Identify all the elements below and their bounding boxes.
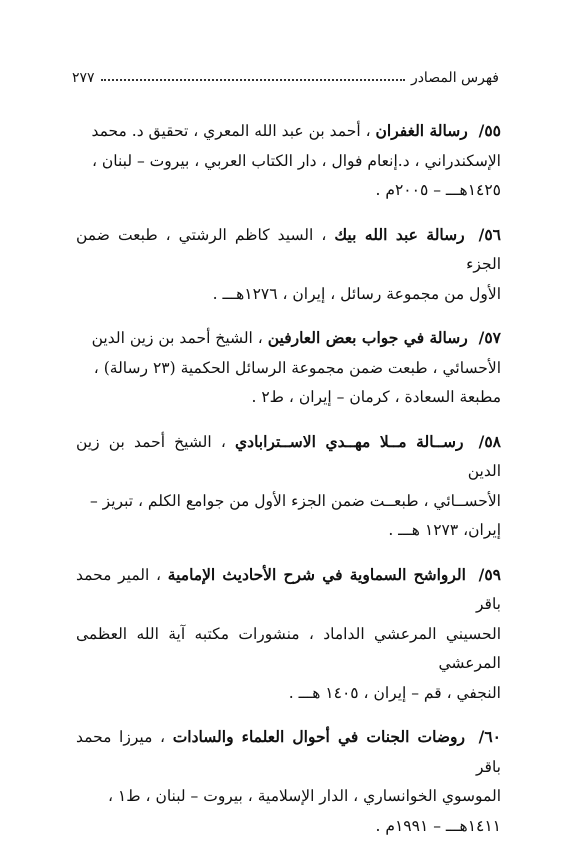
bibliography-entry [76,116,501,206]
entry-line [76,722,501,782]
entry-line [76,323,501,354]
entry-text: ، الشيخ أحمد بن زين الدين [91,329,263,347]
entry-text: ، ميرزا محمد باقر [76,728,501,776]
entry-title: رســالة مــلا مهــدي الاســترابادي [235,431,464,451]
entry-text: ، السيد كاظم الرشتي ، طبعت ضمن الجزء [76,225,501,273]
entry-line [76,560,501,620]
entry-title: رسالة عبد الله بيك [334,224,465,244]
bibliography-entry [76,722,501,841]
page-number: ٢٧٧ [72,70,95,86]
entry-line: الحسيني المرعشي الداماد ، منشورات مكتبه آية الله العظمى المرعشي [76,624,501,672]
header-title: فهرس المصادر [410,70,499,86]
entry-line: الموسوي الخوانساري ، الدار الإسلامية ، بيروت – لبنان ، ط١ ، [107,787,501,805]
entry-line: الإسكندراني ، د.إنعام فوال ، دار الكتاب العربي ، بيروت – لبنان ، [91,151,501,170]
bibliography-entry [76,560,501,709]
entry-title: الرواشح السماوية في شرح الأحاديث الإمامية [167,564,466,584]
entry-line: الأحسائي ، طبعت ضمن مجموعة الرسائل الحكمية (٢٣ رسالة) ، [93,358,501,377]
entry-number: ٥٨/ [478,431,501,451]
entry-title: روضات الجنات في أحوال العلماء والسادات [172,727,466,746]
entry-line: ١٤٢٥هـــ – ٢٠٠٥م . [375,181,501,199]
entry-line: الأول من مجموعة رسائل ، إيران ، ١٢٧٦هـــ . [212,284,501,303]
entry-line [76,116,501,147]
entry-line [76,220,501,280]
entry-number: ٥٥/ [478,121,501,140]
entry-title: رسالة الغفران [375,121,468,140]
bibliography-entry [76,427,501,546]
entry-number: ٥٧/ [478,328,501,347]
entry-number: ٥٩/ [478,564,501,584]
entry-line: إيران، ١٢٧٣ هـــ . [388,521,501,539]
running-header [72,62,499,86]
entry-text: ، أحمد بن عبد الله المعري ، تحقيق د. محمد [91,122,371,140]
entry-title: رسالة في جواب بعض العارفين [267,328,468,347]
bibliography-entry [76,323,501,413]
entry-number: ٥٦/ [478,224,501,244]
entry-text: ، الشيخ أحمد بن زين الدين [76,432,501,480]
entry-line: ١٤١١هـــ – ١٩٩١م . [375,816,501,835]
entry-line: مطبعة السعادة ، كرمان – إيران ، ط٢ . [251,388,501,406]
entry-line: الأحســائي ، طبعــت ضمن الجزء الأول من جوامع الكلم ، تبريز – [89,491,501,510]
bibliography-list [76,116,501,855]
entry-line [76,427,501,487]
bibliography-entry [76,220,501,310]
entry-number: ٦٠/ [478,727,501,746]
entry-line: النجفي ، قم – إيران ، ١٤٠٥ هـــ . [288,683,501,702]
header-leader-dots [101,78,405,81]
entry-text: ، المير محمد باقر [76,565,501,613]
